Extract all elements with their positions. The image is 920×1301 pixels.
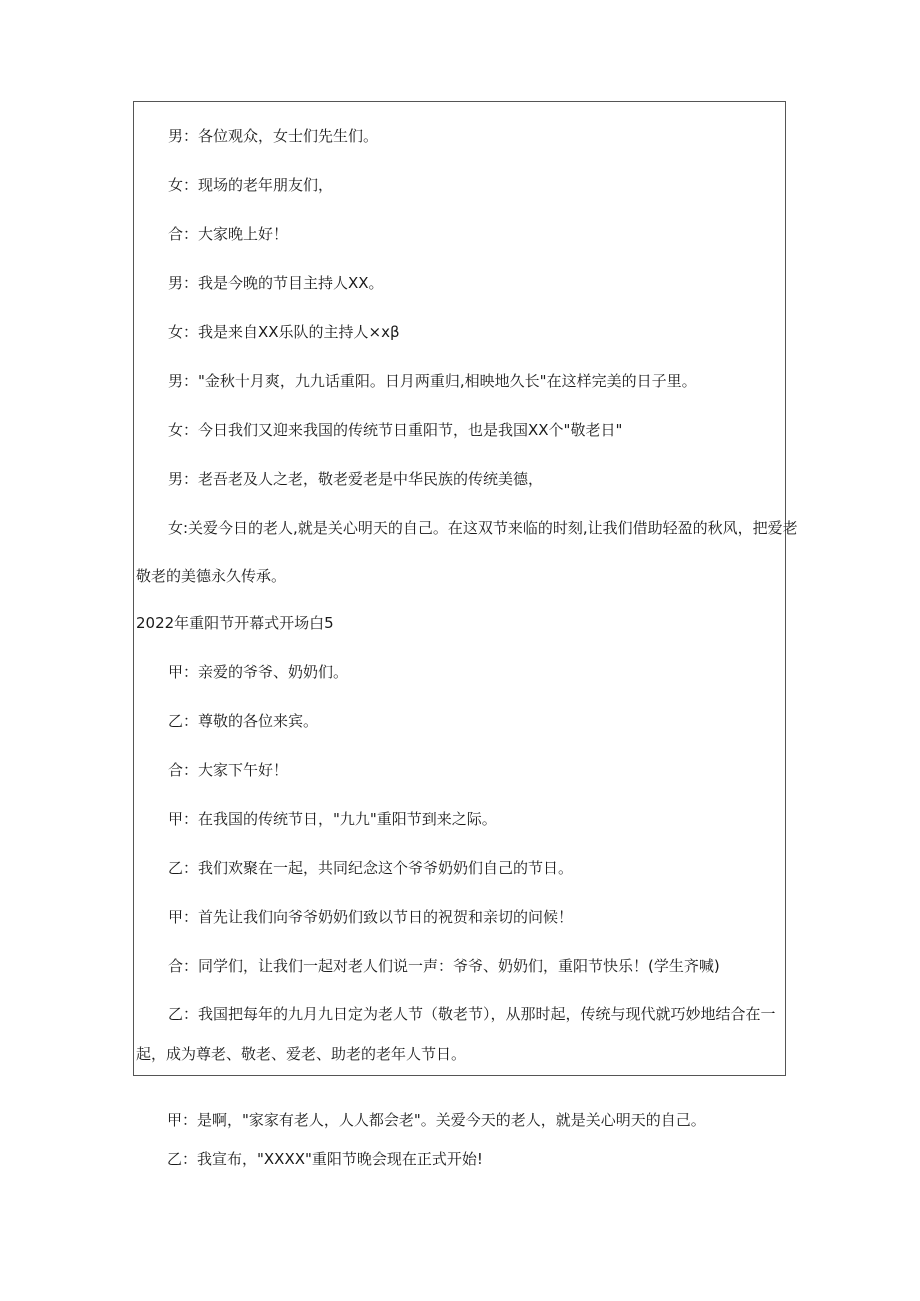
dialogue-line: 乙：我国把每年的九月九日定为老人节（敬老节），从那时起，传统与现代就巧妙地结合在一 [168, 1005, 776, 1023]
dialogue-line-continuation: 起，成为尊老、敬老、爱老、助老的老年人节日。 [136, 1045, 467, 1063]
dialogue-line: 甲：在我国的传统节日，"九九"重阳节到来之际。 [168, 810, 497, 828]
dialogue-line: 乙：我们欢聚在一起，共同纪念这个爷爷奶奶们自己的节日。 [168, 859, 574, 877]
dialogue-line-continuation: 敬老的美德永久传承。 [136, 567, 287, 585]
dialogue-line: 乙：我宣布，"XXXX"重阳节晚会现在正式开始! [167, 1150, 483, 1168]
dialogue-line: 男：老吾老及人之老，敬老爱老是中华民族的传统美德， [168, 470, 544, 488]
dialogue-line: 男：我是今晚的节目主持人XX。 [168, 274, 384, 292]
dialogue-line: 男："金秋十月爽，九九话重阳。日月两重归,相映地久长"在这样完美的日子里。 [168, 372, 697, 390]
dialogue-line: 甲：亲爱的爷爷、奶奶们。 [168, 663, 349, 681]
text-frame [133, 101, 798, 1076]
dialogue-line: 乙：尊敬的各位来宾。 [168, 712, 319, 730]
dialogue-line: 女：现场的老年朋友们， [168, 176, 334, 194]
dialogue-line: 甲：首先让我们向爷爷奶奶们致以节日的祝贺和亲切的问候！ [168, 908, 574, 926]
section-heading: 2022年重阳节开幕式开场白5 [136, 614, 334, 632]
dialogue-line: 合：同学们，让我们一起对老人们说一声：爷爷、奶奶们，重阳节快乐！(学生齐喊) [168, 957, 720, 975]
dialogue-line: 男：各位观众，女士们先生们。 [168, 127, 379, 145]
dialogue-line: 合：大家晚上好！ [168, 225, 289, 243]
dialogue-line: 合：大家下午好！ [168, 761, 289, 779]
dialogue-line: 女：我是来自XX乐队的主持人×xβ [168, 323, 400, 341]
dialogue-line: 女：今日我们又迎来我国的传统节日重阳节，也是我国XX个"敬老日" [168, 421, 623, 439]
dialogue-line: 女:关爱今日的老人,就是关心明天的自己。在这双节来临的时刻,让我们借助轻盈的秋风，把爱老 [168, 519, 798, 537]
dialogue-line: 甲：是啊，"家家有老人，人人都会老"。关爱今天的老人，就是关心明天的自己。 [167, 1111, 706, 1129]
